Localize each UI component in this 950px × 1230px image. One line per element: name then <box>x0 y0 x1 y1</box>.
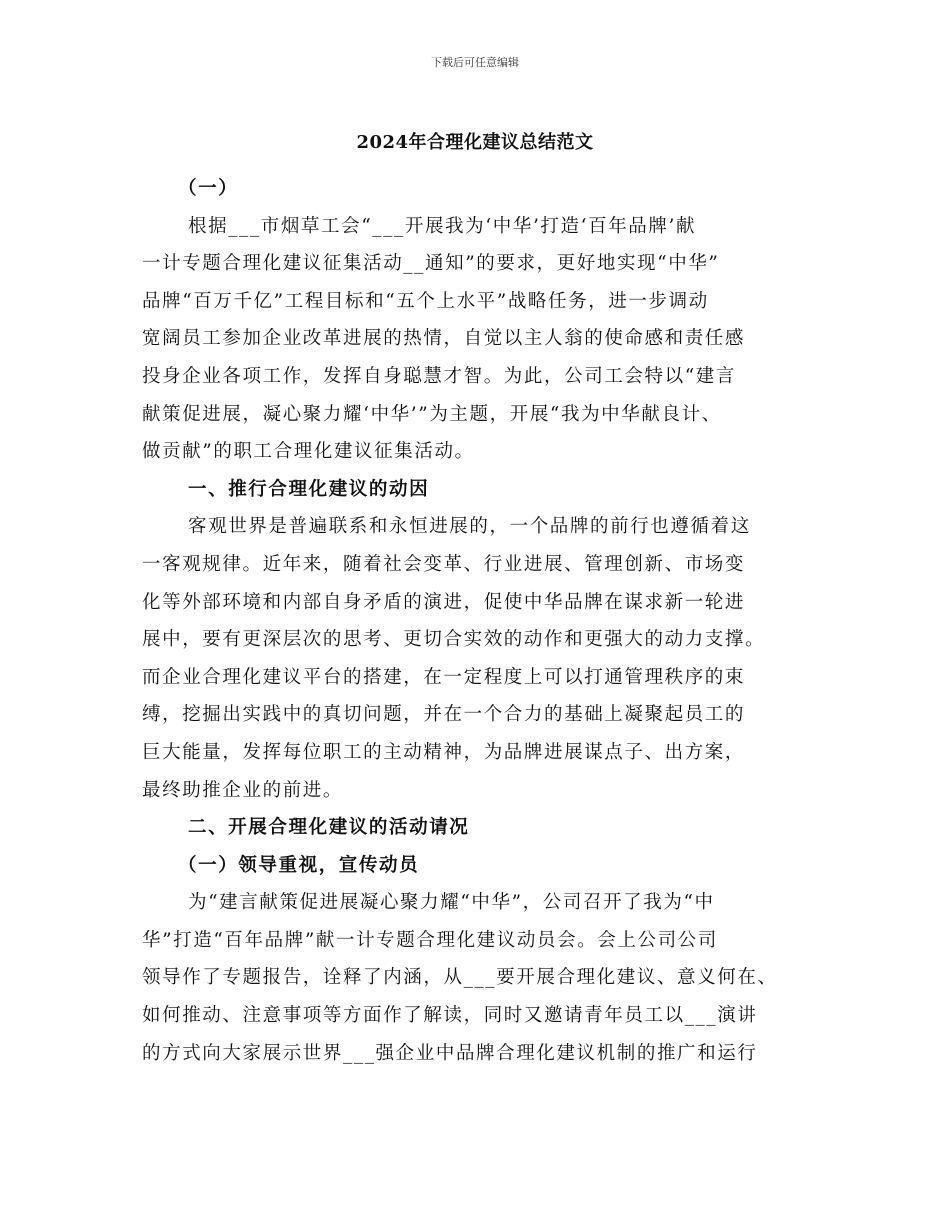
page-header: 下载后可任意编辑 <box>431 56 519 69</box>
body-text-line: 一计专题合理化建议征集活动__通知”的要求，更好地实现“中华” <box>142 253 720 275</box>
section-heading: 二、开展合理化建议的活动请况 <box>188 817 470 839</box>
body-text-line: 化等外部环境和内部自身矛盾的演进，促使中华品牌在谋求新一轮进 <box>142 591 746 613</box>
section-heading: 一、推行合理化建议的动因 <box>188 478 430 500</box>
body-text-line: 领导作了专题报告，诠释了内涵，从___要开展合理化建议、意义何在、 <box>142 967 778 989</box>
body-text-line: 华”打造“百年品牌”献一计专题合理化建议动员会。会上公司公司 <box>142 929 718 951</box>
body-text-line: 根据___市烟草工会“___开展我为‘中华’打造‘百年品牌’献 <box>188 215 697 237</box>
body-text-line: 宽阔员工参加企业改革进展的热情，自觉以主人翁的使命感和责任感 <box>142 328 746 350</box>
body-text-line: 献策促进展，凝心聚力耀‘中华’”为主题，开展“我为中华献良计、 <box>142 403 722 425</box>
body-text-line: 品牌“百万千亿”工程目标和“五个上水平”战略任务，进一步调动 <box>142 290 709 312</box>
body-text-line: 缚，挖掘出实践中的真切问题，并在一个合力的基础上凝聚起员工的 <box>142 704 746 726</box>
body-text-line: 而企业合理化建议平台的搭建，在一定程度上可以打通管理秩序的束 <box>142 666 746 688</box>
body-text-line: 展中，要有更深层次的思考、更切合实效的动作和更强大的动力支撑。 <box>142 629 766 651</box>
body-text-line: 投身企业各项工作，发挥自身聪慧才智。为此，公司工会特以“建言 <box>142 365 736 387</box>
document-body <box>142 170 832 1072</box>
body-text-line: 如何推动、注意事项等方面作了解读，同时又邀请青年员工以___演讲 <box>142 1005 758 1027</box>
body-text-line: 为“建言献策促进展凝心聚力耀“中华”，公司召开了我为“中 <box>188 892 715 914</box>
section-heading: （一）领导重视，宣传动员 <box>178 854 420 876</box>
body-text-line: 做贡献”的职工合理化建议征集活动。 <box>142 441 475 463</box>
body-text-line: 巨大能量，发挥每位职工的主动精神，为品牌进展谋点子、出方案， <box>142 741 746 763</box>
body-text-line: 最终助推企业的前进。 <box>142 779 344 801</box>
body-text-line: 客观世界是普遍联系和永恒进展的，一个品牌的前行也遵循着这 <box>188 516 751 538</box>
body-text-line: 一客观规律。近年来，随着社会变革、行业进展、管理创新、市场变 <box>142 553 746 575</box>
section-heading: （一） <box>178 178 239 199</box>
body-text-line: 的方式向大家展示世界___强企业中品牌合理化建议机制的推广和运行 <box>142 1042 758 1064</box>
document-title: 2024年合理化建议总结范文 <box>356 132 594 153</box>
